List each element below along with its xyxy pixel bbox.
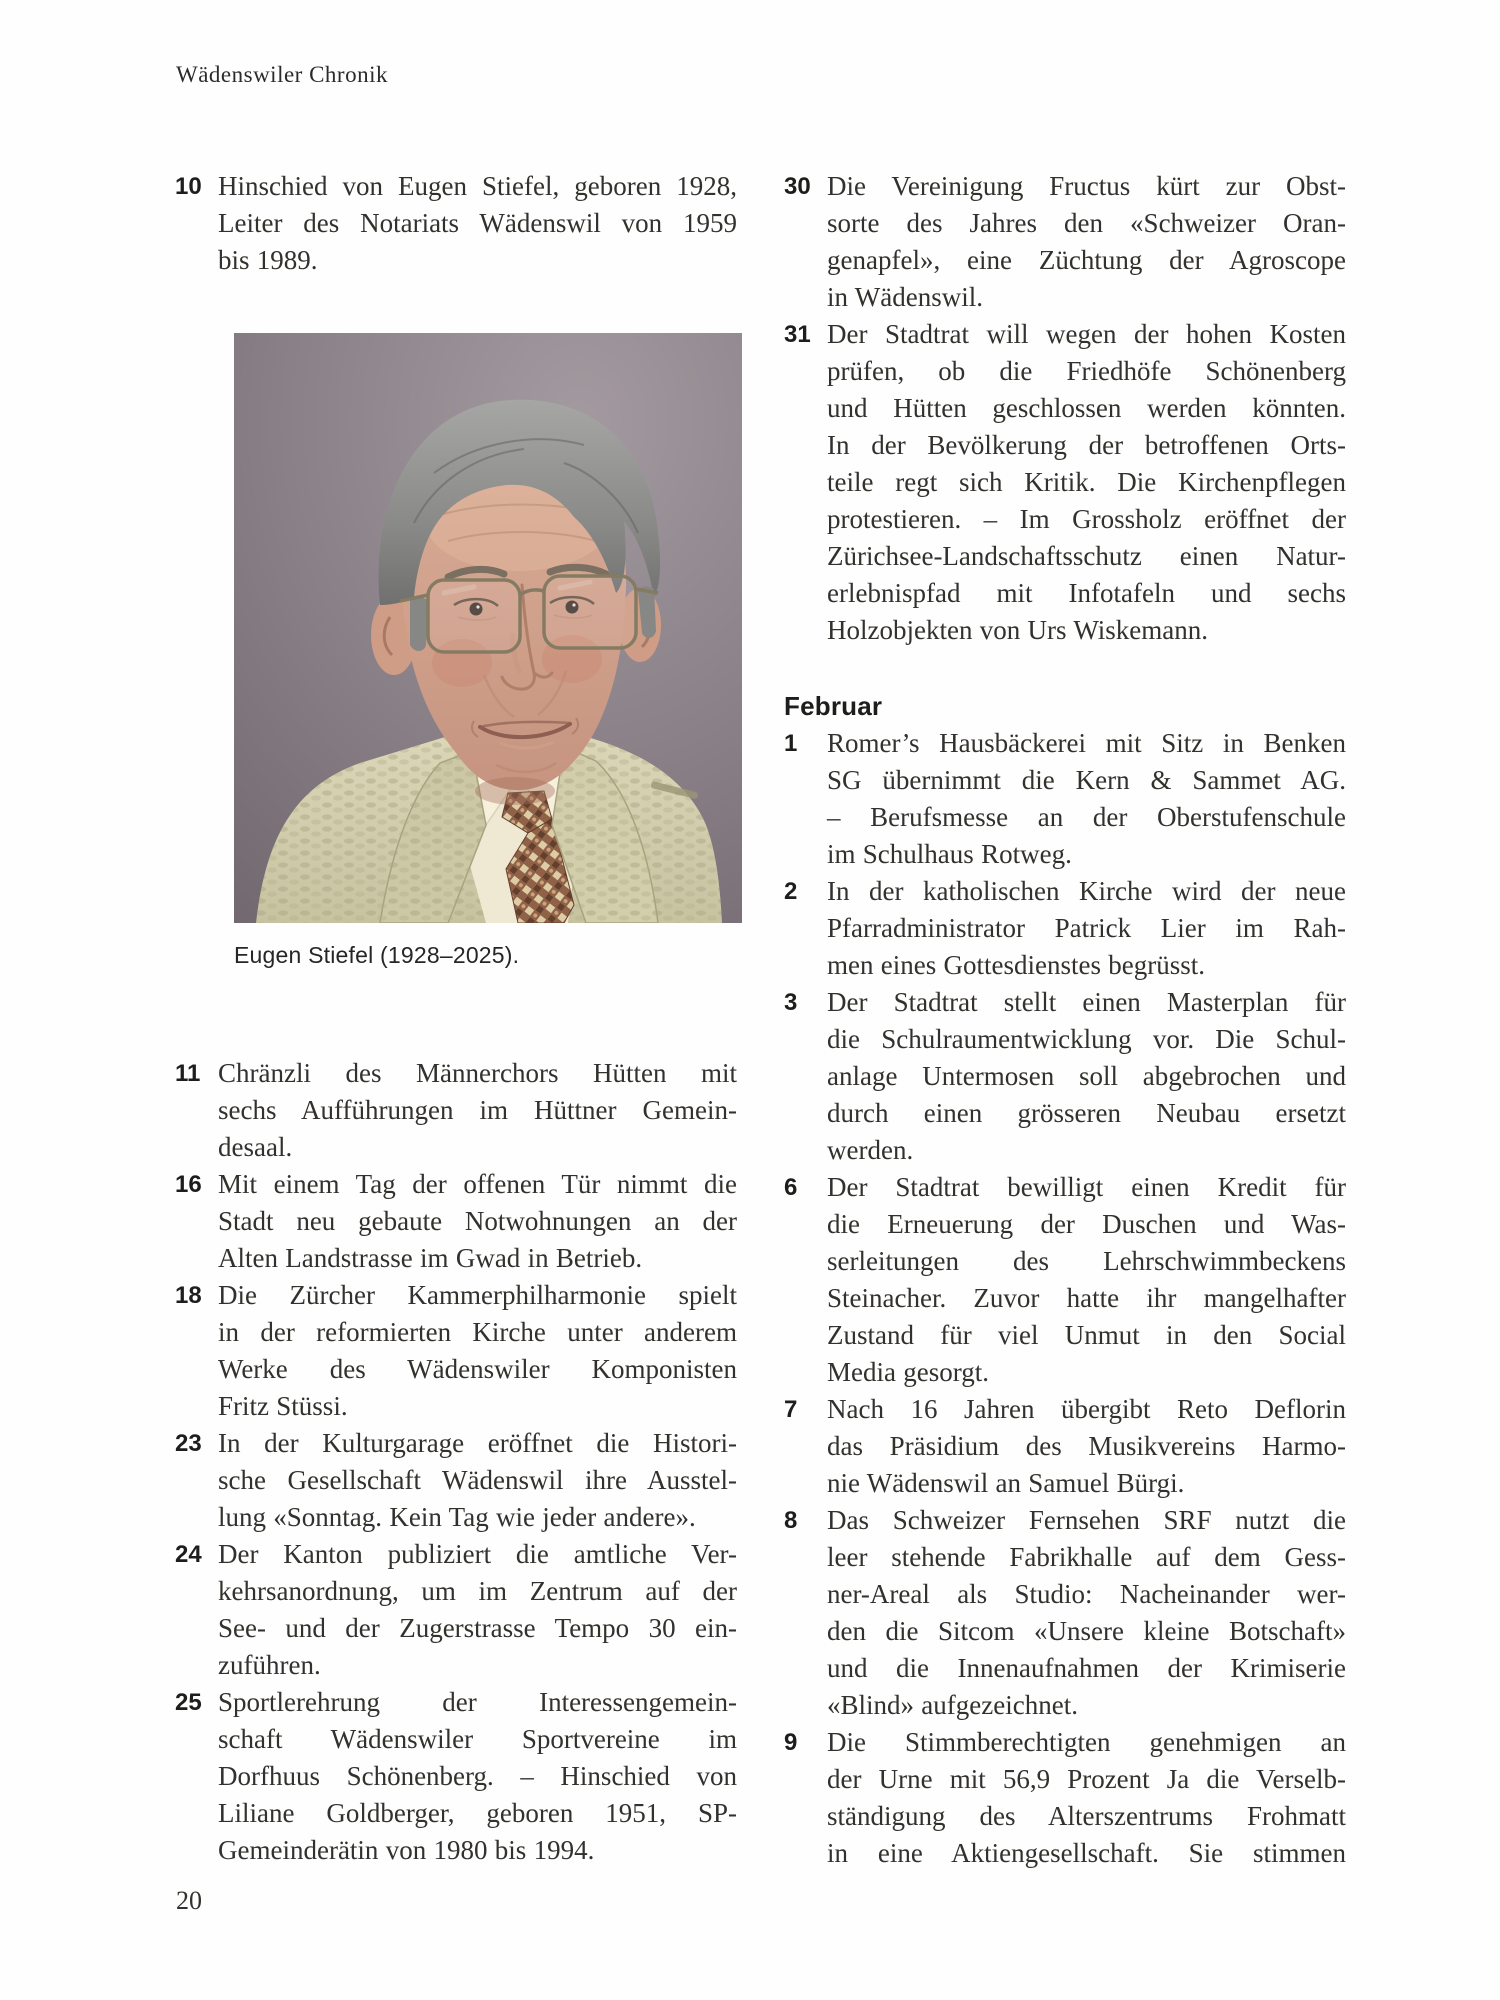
text-line: im Schulhaus Rotweg. [827, 839, 1072, 869]
text-line: die Schulraumentwicklung vor. Die Schul- [827, 1024, 1346, 1054]
text-line: Stadt neu gebaute Notwohnungen an der [218, 1206, 737, 1236]
chronicle-entry [175, 1277, 737, 1425]
text-line: In der Bevölkerung der betroffenen Orts- [827, 430, 1346, 460]
portrait-figure [234, 333, 742, 970]
text-line: Mit einem Tag der offenen Tür nimmt die [218, 1169, 737, 1199]
text-line: In der katholischen Kirche wird der neue [827, 876, 1346, 906]
text-line: Die Stimmberechtigten genehmigen an [827, 1727, 1346, 1757]
text-line: erlebnispfad mit Infotafeln und sechs [827, 578, 1346, 608]
text-line: sechs Aufführungen im Hüttner Gemein- [218, 1095, 737, 1125]
photo-caption: Eugen Stiefel (1928–2025). [234, 942, 520, 968]
text-line: der Urne mit 56,9 Prozent Ja die Verselb- [827, 1764, 1346, 1794]
text-line: sche Gesellschaft Wädenswil ihre Ausstel- [218, 1465, 737, 1495]
text-line: durch einen grösseren Neubau ersetzt [827, 1098, 1346, 1128]
text-line: Der Stadtrat bewilligt einen Kredit für [827, 1172, 1346, 1202]
entry-day: 24 [175, 1541, 202, 1568]
chronicle-entry [784, 316, 1346, 649]
entry-text [827, 1169, 1346, 1391]
entry-day: 10 [175, 173, 202, 200]
text-line: See- und der Zugerstrasse Tempo 30 ein- [218, 1613, 737, 1643]
entry-day: 7 [784, 1396, 798, 1423]
column-left [175, 168, 737, 1869]
text-line: Der Kanton publiziert die amtliche Ver- [218, 1539, 737, 1569]
entry-text [827, 316, 1346, 649]
text-line: Dorfhuus Schönenberg. – Hinschied von [218, 1761, 737, 1791]
text-line: Hinschied von Eugen Stiefel, geboren 1928, [218, 171, 737, 201]
text-line: ständigung des Alterszentrums Frohmatt [827, 1801, 1346, 1831]
text-line: Zürichsee-Landschaftsschutz einen Natur- [827, 541, 1346, 571]
text-line: Der Stadtrat will wegen der hohen Kosten [827, 319, 1346, 349]
entry-day: 6 [784, 1174, 798, 1201]
text-line: anlage Untermosen soll abgebrochen und [827, 1061, 1346, 1091]
text-line: desaal. [218, 1132, 293, 1162]
chronicle-entry [175, 1166, 737, 1277]
text-line: SG übernimmt die Kern & Sammet AG. [827, 765, 1346, 795]
text-line: kehrsanordnung, um im Zentrum auf der [218, 1576, 737, 1606]
text-line: sorte des Jahres den «Schweizer Oran- [827, 208, 1346, 238]
entry-day: 11 [175, 1060, 201, 1087]
column-right [784, 168, 1346, 1872]
text-line: prüfen, ob die Friedhöfe Schönenberg [827, 356, 1346, 386]
portrait-photo [234, 333, 742, 923]
text-line: und Hütten geschlossen werden könnten. [827, 393, 1346, 423]
entry-text [218, 1166, 737, 1277]
entry-day: 31 [784, 321, 811, 348]
text-line: zuführen. [218, 1650, 321, 1680]
text-line: Sportlerehrung der Interessengemein- [218, 1687, 737, 1717]
entry-text [218, 1684, 737, 1869]
text-line: – Berufsmesse an der Oberstufenschule [827, 802, 1346, 832]
chronicle-entry [175, 1684, 737, 1869]
text-line: Gemeinderätin von 1980 bis 1994. [218, 1835, 595, 1865]
entry-text [827, 1391, 1346, 1502]
text-line: Holzobjekten von Urs Wiskemann. [827, 615, 1208, 645]
text-line: Die Vereinigung Fructus kürt zur Obst- [827, 171, 1346, 201]
page-number: 20 [176, 1886, 202, 1915]
text-line: lung «Sonntag. Kein Tag wie jeder andere». [218, 1502, 696, 1532]
chronicle-entry [784, 873, 1346, 984]
entry-day: 3 [784, 989, 798, 1016]
text-line: Werke des Wädenswiler Komponisten [218, 1354, 737, 1384]
text-line: und die Innenaufnahmen der Krimiserie [827, 1653, 1346, 1683]
text-line: nie Wädenswil an Samuel Bürgi. [827, 1468, 1185, 1498]
chronicle-entry [784, 725, 1346, 873]
entry-day: 25 [175, 1689, 202, 1716]
text-line: Pfarradministrator Patrick Lier im Rah- [827, 913, 1346, 943]
entry-text [218, 1425, 737, 1536]
chronicle-entry [784, 1724, 1346, 1872]
text-line: bis 1989. [218, 245, 318, 275]
chronicle-entry [175, 168, 737, 279]
text-line: Leiter des Notariats Wädenswil von 1959 [218, 208, 737, 238]
text-line: in Wädenswil. [827, 282, 984, 312]
entry-day: 23 [175, 1430, 202, 1457]
text-line: serleitungen des Lehrschwimmbeckens [827, 1246, 1346, 1276]
chronicle-entry [784, 984, 1346, 1169]
entry-day: 1 [784, 730, 798, 757]
chronicle-entry [784, 1169, 1346, 1391]
text-line: Chränzli des Männerchors Hütten mit [218, 1058, 737, 1088]
text-line: leer stehende Fabrikhalle auf dem Gess- [827, 1542, 1346, 1572]
entry-text [827, 1724, 1346, 1872]
chronicle-entry [784, 1502, 1346, 1724]
entry-text [827, 873, 1346, 984]
entry-day: 2 [784, 878, 798, 905]
entry-text [218, 1277, 737, 1425]
text-line: «Blind» aufgezeichnet. [827, 1690, 1078, 1720]
entry-text [827, 725, 1346, 873]
entry-text [827, 1502, 1346, 1724]
month-heading: Februar [784, 691, 883, 721]
text-line: in der reformierten Kirche unter anderem [218, 1317, 737, 1347]
text-line: In der Kulturgarage eröffnet die Histori- [218, 1428, 737, 1458]
text-line: Romer’s Hausbäckerei mit Sitz in Benken [827, 728, 1346, 758]
entry-text [218, 1055, 737, 1166]
chronicle-entry [175, 1055, 737, 1166]
text-line: Steinacher. Zuvor hatte ihr mangelhafter [827, 1283, 1346, 1313]
text-line: Nach 16 Jahren übergibt Reto Deflorin [827, 1394, 1346, 1424]
entry-day: 16 [175, 1171, 202, 1198]
text-line: werden. [827, 1135, 914, 1165]
text-line: genapfel», eine Züchtung der Agroscope [827, 245, 1346, 275]
entry-text [827, 168, 1346, 316]
entry-day: 8 [784, 1507, 798, 1534]
text-line: den die Sitcom «Unsere kleine Botschaft» [827, 1616, 1346, 1646]
text-line: das Präsidium des Musikvereins Harmo- [827, 1431, 1346, 1461]
entry-text [827, 984, 1346, 1169]
text-line: Zustand für viel Unmut in den Social [827, 1320, 1346, 1350]
text-line: Das Schweizer Fernsehen SRF nutzt die [827, 1505, 1346, 1535]
text-line: in eine Aktiengesellschaft. Sie stimmen [827, 1838, 1346, 1868]
entry-day: 18 [175, 1282, 202, 1309]
entry-day: 9 [784, 1729, 798, 1756]
text-line: die Erneuerung der Duschen und Was- [827, 1209, 1346, 1239]
text-line: Alten Landstrasse im Gwad in Betrieb. [218, 1243, 643, 1273]
text-line: men eines Gottesdienstes begrüsst. [827, 950, 1206, 980]
text-line: ner-Areal als Studio: Nacheinander wer- [827, 1579, 1346, 1609]
entry-text [218, 1536, 737, 1684]
running-head: Wädenswiler Chronik [176, 62, 388, 87]
chronicle-entry [175, 1425, 737, 1536]
text-line: schaft Wädenswiler Sportvereine im [218, 1724, 737, 1754]
entry-day: 30 [784, 173, 811, 200]
text-line: Media gesorgt. [827, 1357, 990, 1387]
chronicle-entry [784, 168, 1346, 316]
text-line: Fritz Stüssi. [218, 1391, 348, 1421]
text-line: Die Zürcher Kammerphilharmonie spielt [218, 1280, 737, 1310]
text-line: teile regt sich Kritik. Die Kirchenpflegen [827, 467, 1346, 497]
text-line: Der Stadtrat stellt einen Masterplan für [827, 987, 1346, 1017]
entry-text [218, 168, 737, 279]
chronicle-entry [784, 1391, 1346, 1502]
chronicle-entry [175, 1536, 737, 1684]
text-line: protestieren. – Im Grossholz eröffnet der [827, 504, 1346, 534]
text-line: Liliane Goldberger, geboren 1951, SP- [218, 1798, 737, 1828]
